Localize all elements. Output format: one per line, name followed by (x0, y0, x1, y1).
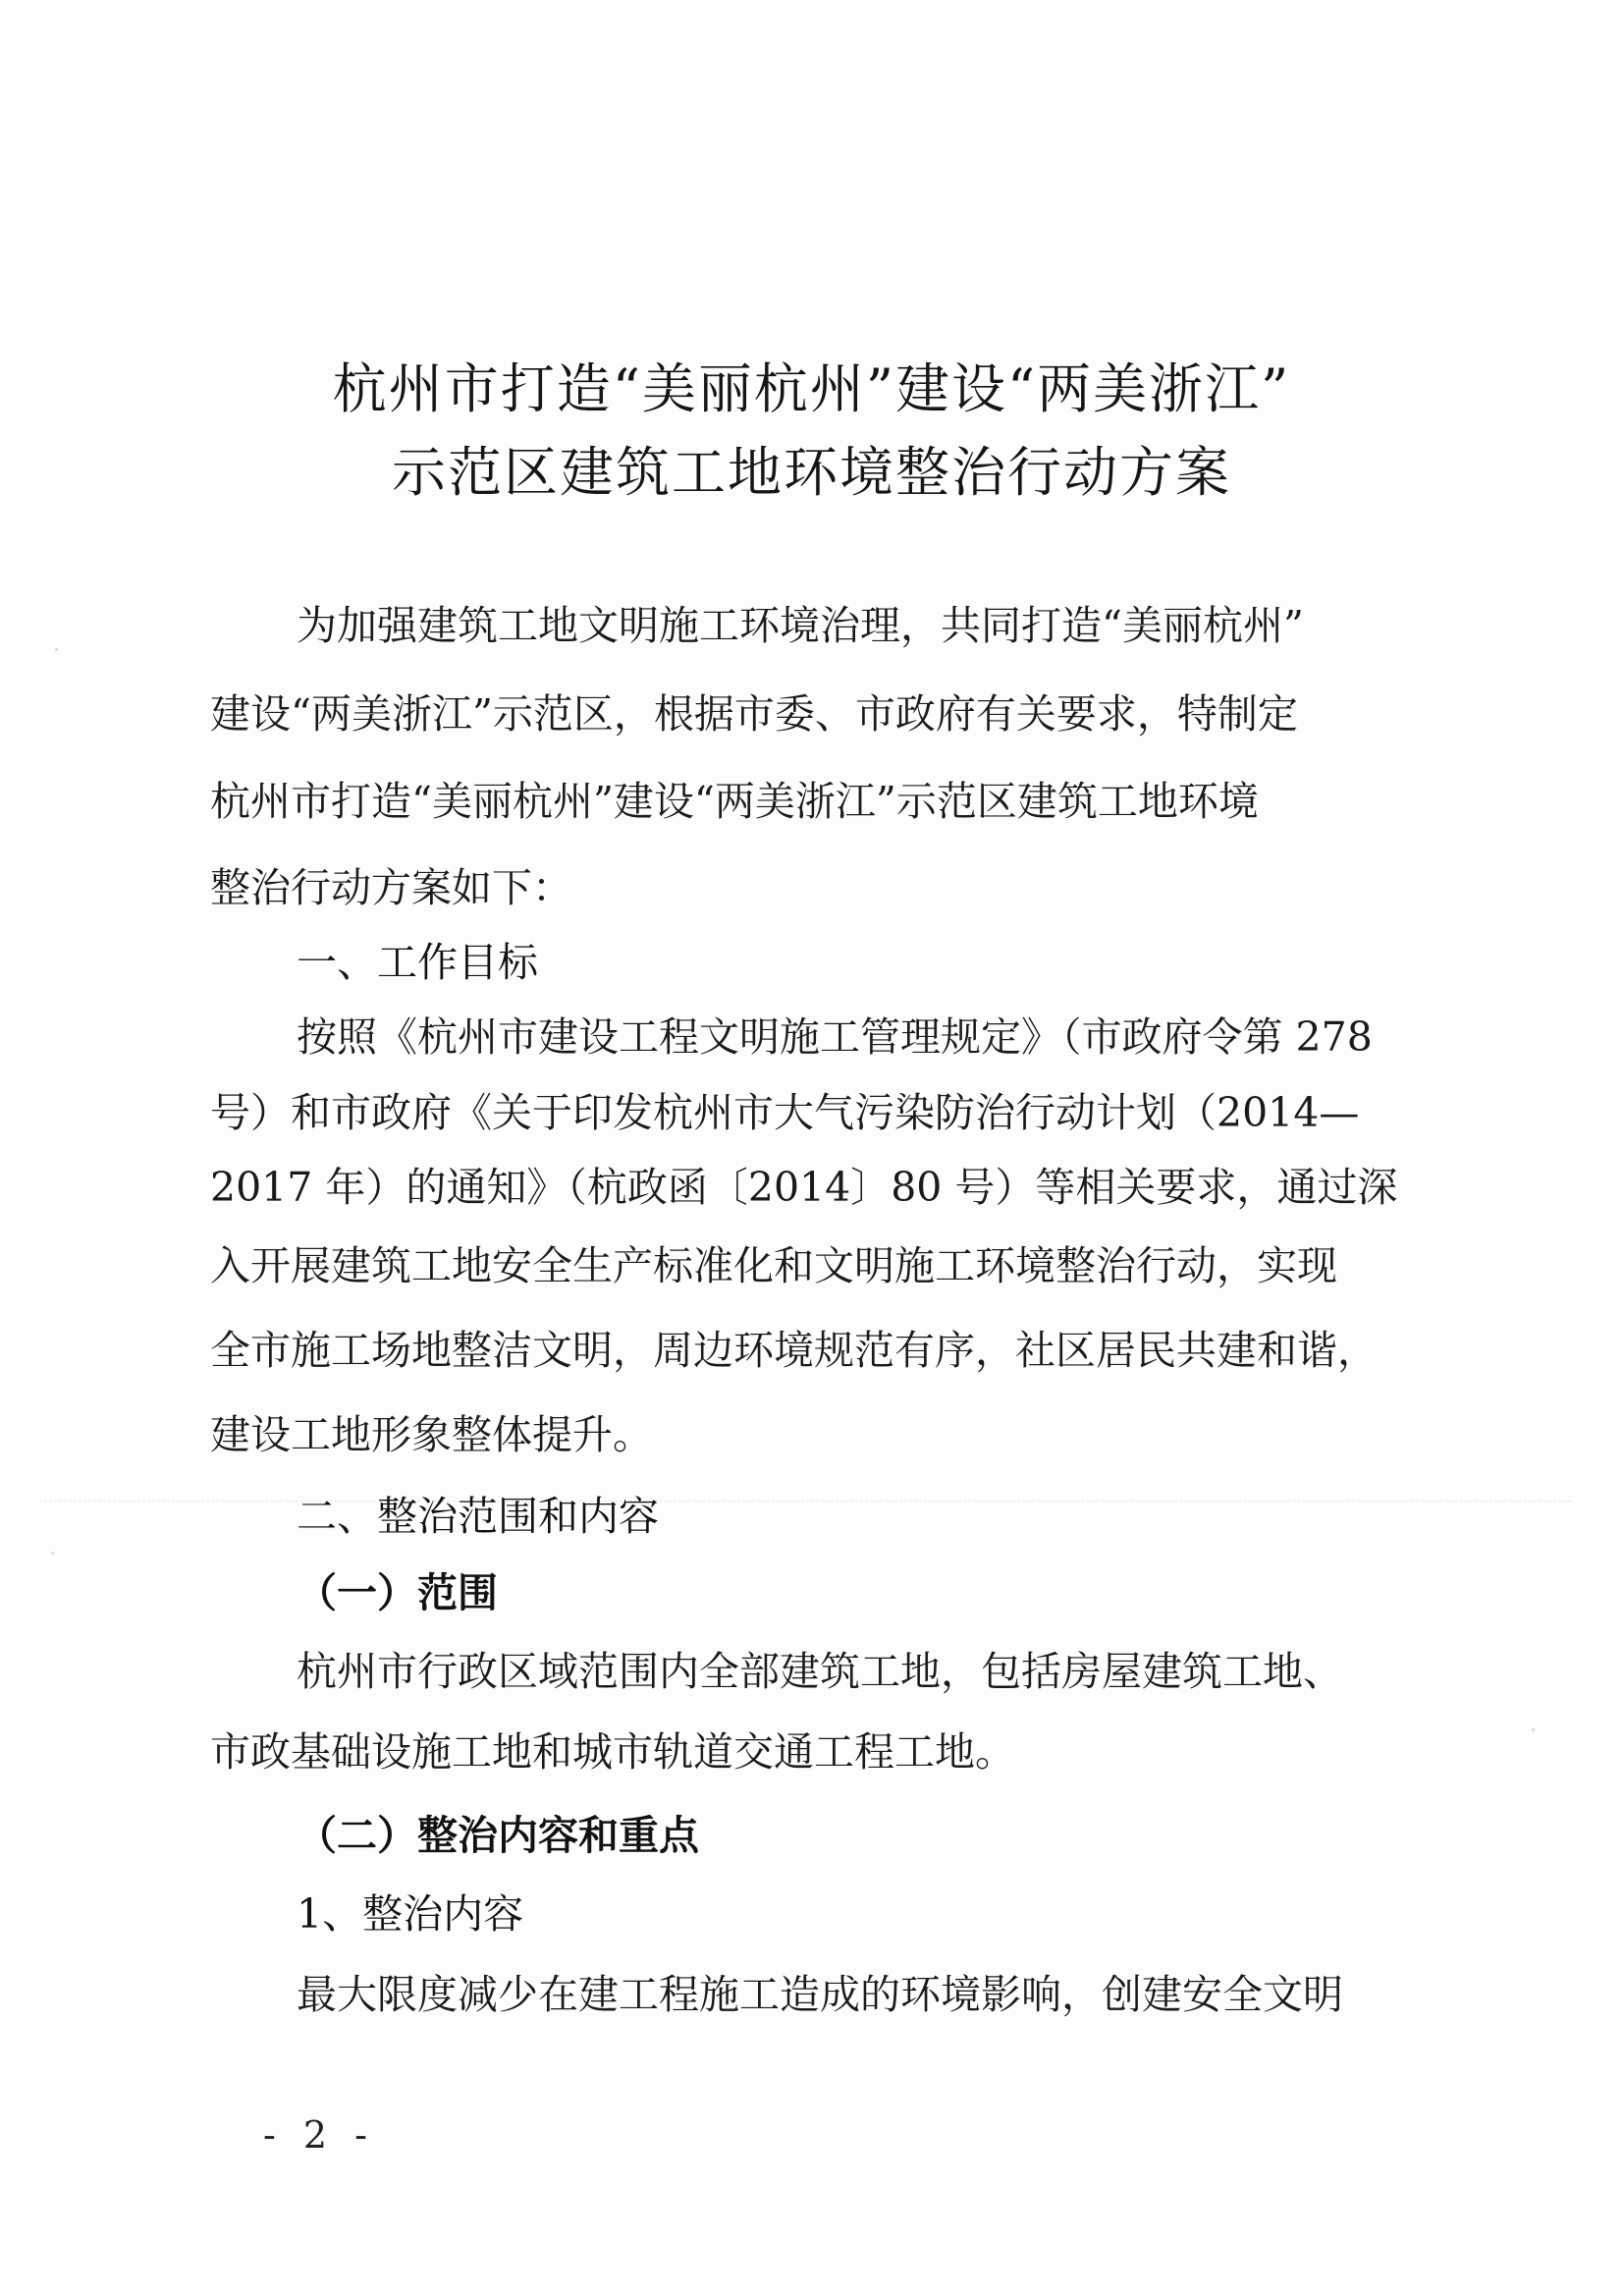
section-heading: 一、工作目标 (297, 939, 538, 986)
section-body-line: 按照《杭州市建设工程文明施工管理规定》（市政府令第 278 (297, 1013, 1373, 1061)
intro-line: 为加强建筑工地文明施工环境治理，共同打造“美丽杭州” (297, 602, 1304, 649)
intro-line: 整治行动方案如下： (210, 864, 572, 911)
section-body-line: 全市施工场地整洁文明，周边环境规范有序，社区居民共建和谐， (210, 1327, 1378, 1374)
section-body-line: 建设工地形象整体提升。 (210, 1411, 653, 1458)
item-heading: 1、整治内容 (297, 1890, 524, 1938)
scan-speck (1532, 1728, 1535, 1731)
document-title-line-1: 杭州市打造“美丽杭州”建设“两美浙江” (332, 357, 1291, 420)
document-title-line-2: 示范区建筑工地环境整治行动方案 (391, 441, 1231, 504)
section-body-line: 入开展建筑工地安全生产标准化和文明施工环境整治行动，实现 (210, 1242, 1337, 1289)
subsection-body-line: 市政基础设施工地和城市轨道交通工程工地。 (210, 1728, 1015, 1776)
section-body-line: 号）和市政府《关于印发杭州市大气污染防治行动计划（2014— (210, 1089, 1360, 1136)
intro-line: 建设“两美浙江”示范区，根据市委、市政府有关要求，特制定 (210, 690, 1298, 738)
subsection-heading: （二）整治内容和重点 (297, 1812, 699, 1859)
page-number: - 2 - (263, 2113, 376, 2157)
scan-speck (55, 648, 58, 651)
scan-artifact-line (39, 1501, 1571, 1502)
subsection-body-line: 杭州市行政区域范围内全部建筑工地，包括房屋建筑工地、 (297, 1648, 1343, 1695)
subsection-heading: （一）范围 (297, 1569, 498, 1616)
scan-speck (51, 1552, 54, 1555)
section-heading: 二、整治范围和内容 (297, 1493, 659, 1540)
item-body-line: 最大限度减少在建工程施工造成的环境影响，创建安全文明 (297, 1971, 1343, 2018)
intro-line: 杭州市打造“美丽杭州”建设“两美浙江”示范区建筑工地环境 (210, 778, 1259, 825)
section-body-line: 2017 年）的通知》（杭政函〔2014〕80 号）等相关要求，通过深 (210, 1164, 1398, 1211)
